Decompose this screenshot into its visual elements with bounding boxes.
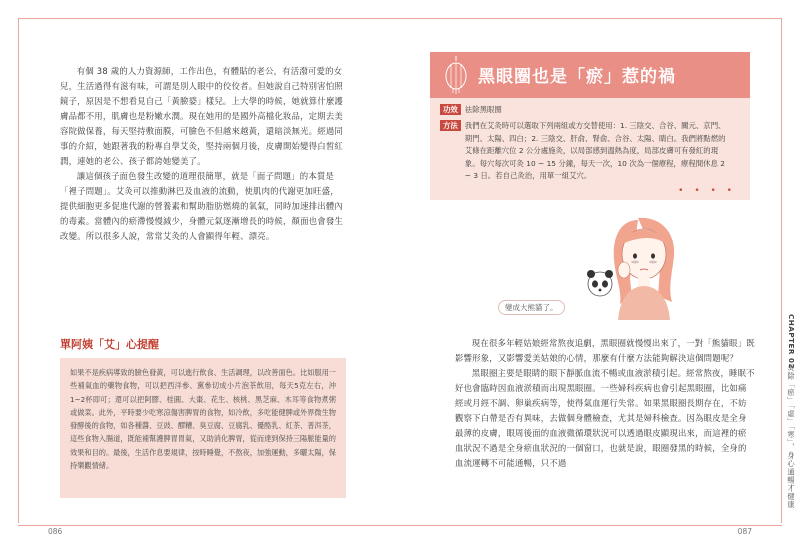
frame-line <box>18 18 19 523</box>
frame-line <box>781 18 782 523</box>
section-header-box <box>430 52 750 200</box>
tip-title: 單阿姨「艾」心提醒 <box>60 338 159 351</box>
right-page <box>400 0 800 544</box>
frame-line <box>18 525 400 526</box>
tip-text: 如果不是疾病導致的臉色發黃，可以進行飲食、生活調理，以改善面色。比如服用一些補氣血的藥物食物，可以把西洋參、黨參切成小片泡茶飲用，每天5克左右，沖1~2杯即可；還可以把阿膠、桂圓、大棗、花生、核桃、黑芝麻、木耳等食物煮粥或做菜。此外，平時要少吃寒涼傷害脾胃的食物，如冷飲，多吃能健脾或外界微生物發酵後的食物，如各種醬、豆豉、醪糟、臭豆腐、豆腐乳、優酪乳、紅茶、普洱茶，這些食物入腸道，既能補幫護脾胃胃氣，又助消化脾胃，從而達到保持三陽脈能量的效果和目的。最後，生活作息要規律，按時睡覺，不熬夜，加強運動，多曬太陽，保持樂觀情緒。 <box>70 368 336 471</box>
effect-tag: 功效 <box>440 104 461 115</box>
page-number: 086 <box>48 527 63 536</box>
frame-line <box>18 18 400 19</box>
chapter-label: CHAPTER 02 <box>787 314 796 369</box>
page-number: 087 <box>737 527 752 536</box>
paragraph: 黑眼圈主要是眼睛的眼下靜脈血流不暢或血液淤積引起。經常熬夜，睡眠不好也會臨時因血液淤積而出現黑眼圈。一些婦科疾病也會引起黑眼圈，比如痛經或月經不調、卵巢疾病等，使得氣血運行失常。如果黑眼圈長期存在，不妨觀察下白帶是否有異味，去做個身體檢查，尤其是婦科檢查。因為眼皮是全身最薄的皮膚，眼周後面的血液微循環狀況可以透過眼皮顯現出來，而這裡的瘀血狀況不過是全身瘀血狀況的一個窗口，也就是說，眼圈發黑的時候，全身的血流運轉不可能通暢，只不過 <box>455 368 755 468</box>
effect-row <box>440 104 502 117</box>
method-text: 我們在艾灸時可以選取下列兩組或方交替使用：1. 三陰交、合谷、關元、京門、期門、太陽、四白；2. 三陰交、肝俞、腎俞、合谷、太陽、睛白。我們將點燃的艾條在距離穴位 2 公分處施灸，以局部感到溫熱為度，局部皮膚可有發紅的現象。每穴每次可灸 10 ~ 15 分鐘，每天一次，10 次為一個療程，療程間休息 2 ~ 3 日。若自己灸治，用單一組艾穴。 <box>464 121 726 181</box>
paragraph: 有個 38 歲的人力資源師，工作出色，有體貼的老公，有活潑可愛的女兒，生活過得有滋有味，可謂是別人眼中的佼佼者。但她說自己特別害怕照鏡子，原因是不想看見自己「黃臉婆」樣兒。上大學的時候，她就算什麼護膚品都不用，肌膚也是粉嫩水潤。現在她用的是國外高檔化妝品，定期去美容院做保養，每天堅持敷面膜，可臉色不但越來越黃，還暗淡無光。經過同事的介紹，她跟著我的粉專自學艾灸，堅持兩個月後，皮膚開始變得白皙紅潤，連她的老公、孩子都誇她變美了。 <box>60 66 343 166</box>
method-row <box>440 120 740 183</box>
method-tag: 方法 <box>440 120 461 131</box>
frame-line <box>400 18 782 19</box>
section-title: 黑眼圈也是「瘀」惹的禍 <box>478 67 676 87</box>
left-body-text <box>60 64 346 244</box>
paragraph: 讓這個孩子面色發生改變的道理很簡單，就是「面子問題」的本質是「裡子問題」。艾灸可以推動淋巴及血液的流動，使肌肉的代謝更加旺盛，提供細胞更多促進代謝的營養素和幫助脂肪燃燒的氧氣，同時加速排出體內的毒素。當體內的瘀滯慢慢減少，身體元氣逐漸增長的時候，顏面也會發生改變。所以很多人說，常常艾灸的人會顯得年輕、漂亮。 <box>60 171 343 241</box>
lantern-icon <box>444 56 468 94</box>
tip-box <box>60 358 346 498</box>
girl-panda-illustration <box>580 208 710 320</box>
section-banner <box>430 52 750 98</box>
decorative-dots: • • • • <box>678 186 736 196</box>
chapter-subtitle: 灸除「瘀」「虛」「寒」，身心通暢才健康 <box>787 364 796 509</box>
paragraph: 現在很多年輕姑娘經常熬夜追劇，黑眼圈就慢慢出來了，一對「熊貓眼」既影響形象，又影響愛美姑娘的心情，那麼有什麼方法能夠解決這個問題呢？ <box>455 338 755 363</box>
frame-line <box>400 525 782 526</box>
illustration-caption: 變成大熊貓了。 <box>498 300 565 315</box>
info-area <box>430 98 750 200</box>
right-body-text <box>455 336 755 471</box>
effect-text: 祛除黑眼圈 <box>464 105 502 114</box>
